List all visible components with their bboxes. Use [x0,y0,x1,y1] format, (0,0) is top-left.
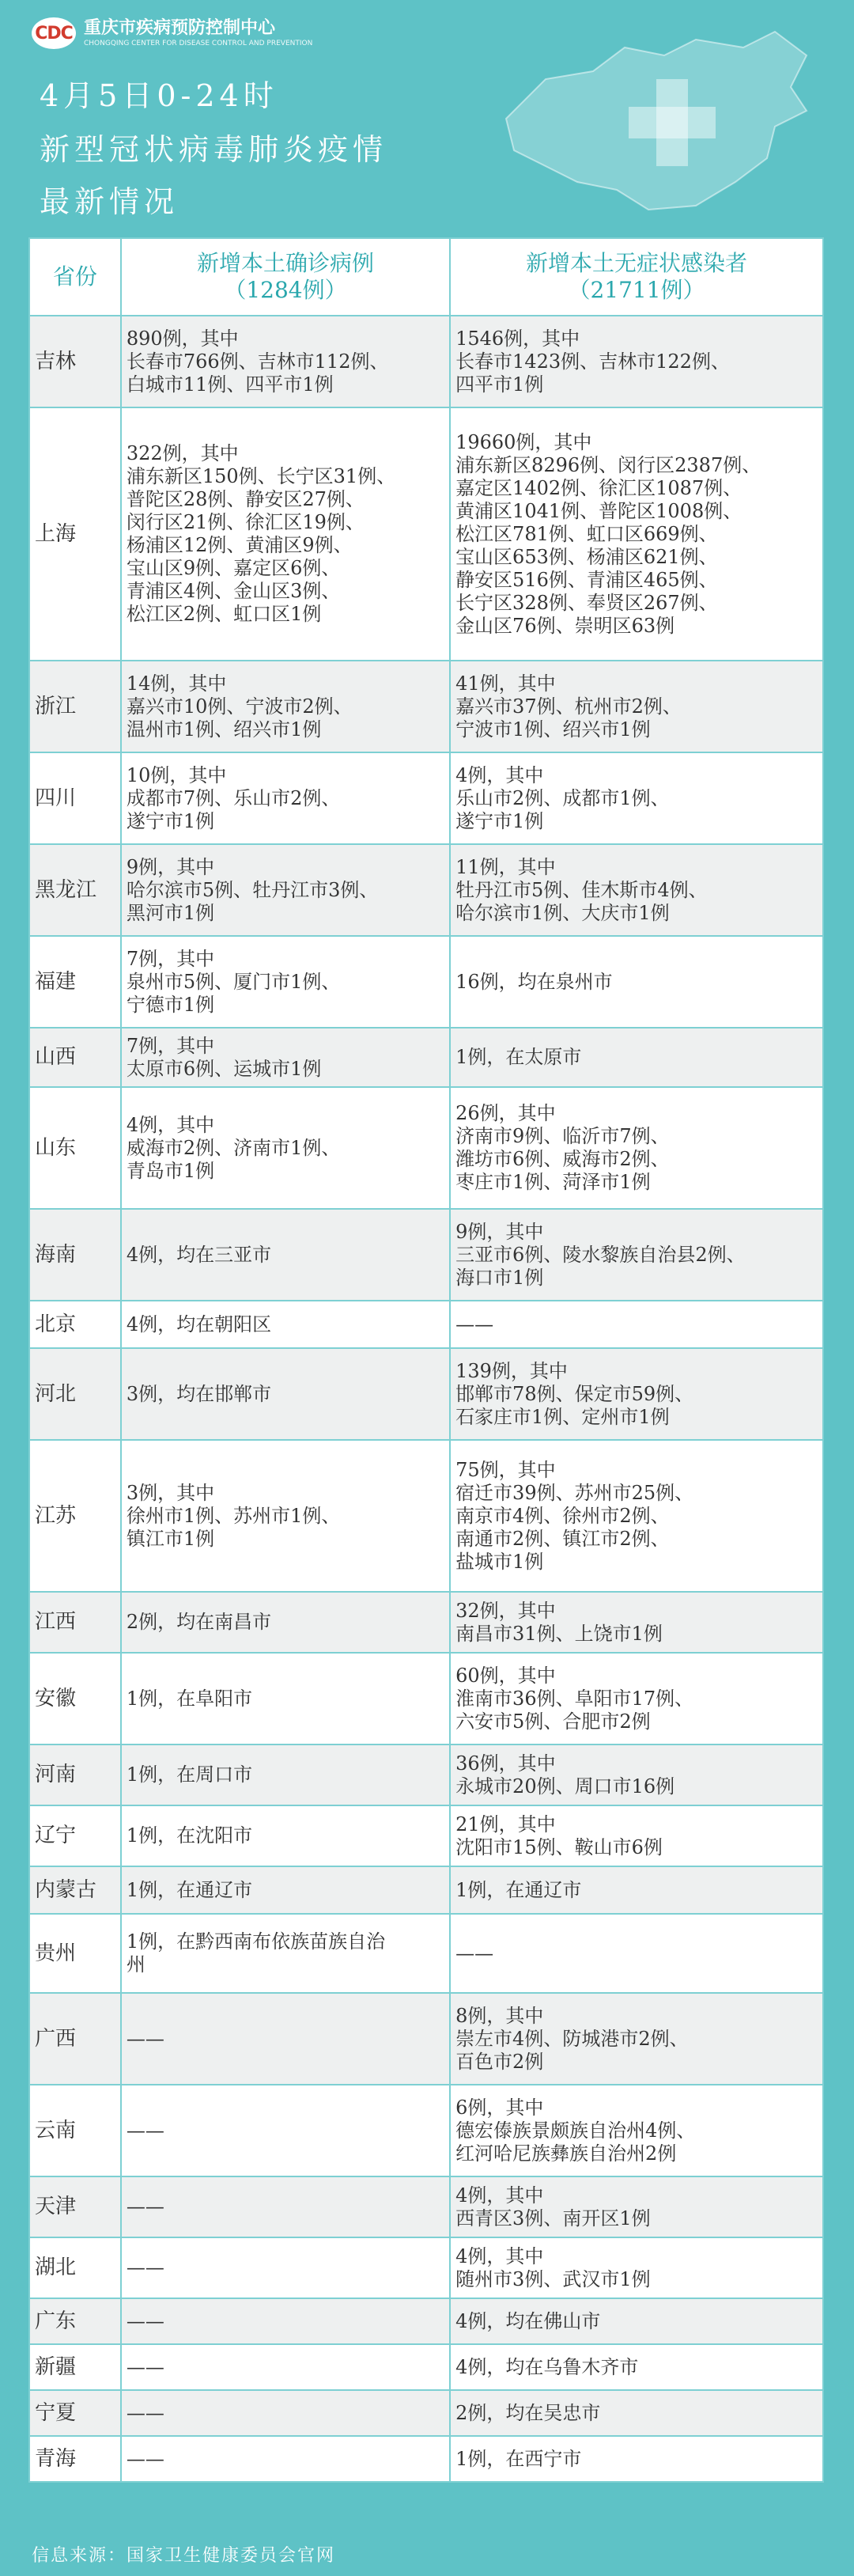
asymptomatic-line: 1例，在西宁市 [455,2447,582,2470]
asymptomatic-line: 四平市1例 [455,373,544,396]
province-cell: 云南 [29,2085,121,2176]
asymptomatic-line: 9例，其中 [455,1220,544,1243]
table-row [29,1914,823,1993]
title-main: 新型冠状病毒肺炎疫情 [40,132,388,167]
asymptomatic-cell [450,1028,823,1087]
confirmed-line: 宝山区9例、嘉定区6例、 [126,557,341,579]
confirmed-cell [121,1440,450,1592]
confirmed-line: 白城市11例、四平市1例 [126,373,334,396]
confirmed-line: 杨浦区12例、黄浦区9例、 [126,534,353,556]
asymptomatic-line: 南京市4例、徐州市2例、 [455,1504,670,1527]
confirmed-cell [121,1866,450,1914]
confirmed-line: 闵行区21例、徐汇区19例、 [126,511,365,533]
confirmed-line: 黑河市1例 [126,901,215,924]
asymptomatic-line: 75例，其中 [455,1458,556,1481]
asymptomatic-line: 4例，均在佛山市 [455,2309,601,2332]
header-province: 省份 [29,238,121,316]
table-row [29,1028,823,1087]
confirmed-line: 浦东新区150例、长宁区31例、 [126,465,396,487]
confirmed-line: 4例，其中 [126,1113,215,1136]
province-cell: 吉林 [29,316,121,407]
asymptomatic-line: 六安市5例、合肥市2例 [455,1710,651,1733]
confirmed-cell [121,316,450,407]
province-cell: 辽宁 [29,1805,121,1866]
confirmed-cell [121,1744,450,1805]
table-row [29,2237,823,2298]
header-asymptomatic-total: （21711例） [568,277,705,303]
asymptomatic-cell [450,1805,823,1866]
confirmed-cell [121,1805,450,1866]
table-row [29,1805,823,1866]
table-row [29,1348,823,1440]
confirmed-line: 威海市2例、济南市1例、 [126,1136,341,1159]
asymptomatic-cell [450,316,823,407]
asymptomatic-cell [450,1087,823,1209]
table-row [29,1866,823,1914]
asymptomatic-line: 1例，在太原市 [455,1046,582,1068]
confirmed-cell [121,661,450,752]
table-row [29,2436,823,2482]
asymptomatic-line: 济南市9例、临沂市7例、 [455,1125,670,1147]
china-map-icon [459,24,830,222]
confirmed-line: 哈尔滨市5例、牡丹江市3例、 [126,878,379,901]
table-row [29,316,823,407]
confirmed-line: 遂宁市1例 [126,809,215,832]
confirmed-cell [121,844,450,936]
confirmed-line: 嘉兴市10例、宁波市2例、 [126,695,353,718]
confirmed-line: 1例，在沈阳市 [126,1824,253,1847]
asymptomatic-cell [450,661,823,752]
org-name-cn: 重庆市疾病预防控制中心 [84,18,276,38]
asymptomatic-cell [450,2436,823,2482]
asymptomatic-line: 嘉定区1402例、徐汇区1087例、 [455,476,743,499]
confirmed-line: 1例，在阜阳市 [126,1687,253,1710]
province-cell: 四川 [29,752,121,844]
asymptomatic-cell [450,844,823,936]
confirmed-cell [121,1348,450,1440]
table-row [29,1592,823,1653]
confirmed-line: —— [126,2447,164,2470]
confirmed-line: 890例，其中 [126,327,239,350]
asymptomatic-line: 长春市1423例、吉林市122例、 [455,350,730,373]
confirmed-line: 松江区2例、虹口区1例 [126,603,322,625]
confirmed-line: 10例，其中 [126,763,227,786]
province-cell: 新疆 [29,2344,121,2390]
table-row [29,2344,823,2390]
province-cell: 湖北 [29,2237,121,2298]
province-cell: 内蒙古 [29,1866,121,1914]
table-row [29,1993,823,2085]
asymptomatic-line: 乐山市2例、成都市1例、 [455,786,670,809]
asymptomatic-line: 永城市20例、周口市16例 [455,1775,675,1798]
asymptomatic-cell [450,1348,823,1440]
confirmed-cell [121,1028,450,1087]
confirmed-cell [121,1914,450,1993]
confirmed-line: —— [126,2355,164,2378]
title-date: 4月5日0-24时 [40,78,278,113]
confirmed-line: 1例，在通辽市 [126,1878,253,1901]
table-row [29,1653,823,1744]
confirmed-line: 州 [126,1953,145,1976]
confirmed-line: 3例，均在邯郸市 [126,1382,272,1405]
province-cell: 河南 [29,1744,121,1805]
confirmed-line: 2例，均在南昌市 [126,1611,272,1633]
asymptomatic-cell [450,1993,823,2085]
org-name-en: CHONGQING CENTER FOR DISEASE CONTROL AND PREVENTION [84,40,313,47]
asymptomatic-cell [450,936,823,1028]
asymptomatic-line: 4例，其中 [455,763,544,786]
confirmed-line: 温州市1例、绍兴市1例 [126,718,322,741]
asymptomatic-line: 随州市3例、武汉市1例 [455,2267,651,2290]
asymptomatic-line: 宝山区653例、杨浦区621例、 [455,545,718,568]
asymptomatic-line: 11例，其中 [455,855,556,878]
asymptomatic-line: 潍坊市6例、威海市2例、 [455,1148,670,1170]
asymptomatic-cell [450,1301,823,1348]
table-row [29,1209,823,1301]
province-cell: 宁夏 [29,2390,121,2436]
confirmed-cell [121,2390,450,2436]
province-cell: 山西 [29,1028,121,1087]
source-note: 信息来源：国家卫生健康委员会官网 [32,2546,336,2566]
asymptomatic-line: 21例，其中 [455,1813,556,1835]
province-cell: 青海 [29,2436,121,2482]
asymptomatic-cell [450,1653,823,1744]
confirmed-cell [121,1209,450,1301]
asymptomatic-line: 16例，均在泉州市 [455,970,613,993]
confirmed-line: 3例，其中 [126,1481,215,1504]
asymptomatic-line: 宁波市1例、绍兴市1例 [455,718,651,741]
header [0,0,854,237]
asymptomatic-line: 嘉兴市37例、杭州市2例、 [455,695,682,718]
asymptomatic-line: 1例，在通辽市 [455,1878,582,1901]
confirmed-line: —— [126,2027,164,2050]
table-row [29,661,823,752]
table-row [29,752,823,844]
table-row [29,2085,823,2176]
asymptomatic-line: 松江区781例、虹口区669例、 [455,522,718,545]
asymptomatic-cell [450,2237,823,2298]
province-cell: 福建 [29,936,121,1028]
confirmed-line: 青浦区4例、金山区3例、 [126,580,341,602]
asymptomatic-line: 浦东新区8296例、闵行区2387例、 [455,453,761,476]
province-cell: 广西 [29,1993,121,2085]
table-row [29,1087,823,1209]
asymptomatic-cell [450,1592,823,1653]
confirmed-line: 9例，其中 [126,855,215,878]
asymptomatic-line: —— [455,1941,494,1964]
confirmed-line: 镇江市1例 [126,1527,215,1550]
province-cell: 江苏 [29,1440,121,1592]
province-cell: 浙江 [29,661,121,752]
asymptomatic-line: 32例，其中 [455,1599,556,1622]
confirmed-cell [121,2344,450,2390]
confirmed-cell [121,2436,450,2482]
confirmed-line: —— [126,2195,164,2218]
asymptomatic-line: 德宏傣族景颇族自治州4例、 [455,2119,696,2142]
confirmed-line: 7例，其中 [126,947,215,970]
cdc-logo-icon: CDC [32,17,76,49]
asymptomatic-line: 南通市2例、镇江市2例、 [455,1527,670,1550]
epidemic-table [28,237,824,2483]
confirmed-line: 青岛市1例 [126,1159,215,1182]
asymptomatic-line: 139例，其中 [455,1359,568,1382]
header-confirmed [121,238,450,316]
asymptomatic-line: 60例，其中 [455,1664,556,1687]
asymptomatic-line: 石家庄市1例、定州市1例 [455,1405,670,1428]
asymptomatic-line: 4例，其中 [455,2245,544,2267]
confirmed-cell [121,1592,450,1653]
confirmed-line: 泉州市5例、厦门市1例、 [126,970,341,993]
confirmed-cell [121,936,450,1028]
asymptomatic-line: 4例，其中 [455,2184,544,2207]
confirmed-cell [121,2085,450,2176]
asymptomatic-line: 崇左市4例、防城港市2例、 [455,2027,689,2050]
confirmed-line: 成都市7例、乐山市2例、 [126,786,341,809]
confirmed-line: 7例，其中 [126,1034,215,1057]
table-row [29,1744,823,1805]
confirmed-line: 太原市6例、运城市1例 [126,1057,322,1080]
confirmed-line: 4例，均在三亚市 [126,1243,272,1266]
header-asymptomatic-title: 新增本土无症状感染者 [526,250,748,276]
header-confirmed-total: （1284例） [224,277,347,303]
confirmed-line: —— [126,2256,164,2279]
asymptomatic-line: 红河哈尼族彝族自治州2例 [455,2142,677,2165]
confirmed-cell [121,2237,450,2298]
asymptomatic-line: 41例，其中 [455,672,556,695]
asymptomatic-cell [450,2390,823,2436]
confirmed-cell [121,2176,450,2237]
org-logo [32,17,312,49]
asymptomatic-line: 牡丹江市5例、佳木斯市4例、 [455,878,708,901]
table-row [29,1440,823,1592]
asymptomatic-cell [450,1209,823,1301]
province-cell: 贵州 [29,1914,121,1993]
table-row [29,936,823,1028]
asymptomatic-cell [450,407,823,661]
asymptomatic-line: 黄浦区1041例、普陀区1008例、 [455,499,743,522]
province-cell: 黑龙江 [29,844,121,936]
confirmed-line: 4例，均在朝阳区 [126,1313,272,1335]
confirmed-line: —— [126,2401,164,2424]
province-cell: 北京 [29,1301,121,1348]
asymptomatic-cell [450,1744,823,1805]
asymptomatic-line: 沈阳市15例、鞍山市6例 [455,1835,663,1858]
title-sub: 最新情况 [40,184,179,219]
province-cell: 广东 [29,2298,121,2344]
asymptomatic-cell [450,1866,823,1914]
asymptomatic-line: 26例，其中 [455,1102,556,1124]
header-asymptomatic [450,238,823,316]
confirmed-line: 322例，其中 [126,442,239,464]
asymptomatic-cell [450,2344,823,2390]
asymptomatic-line: —— [455,1313,494,1335]
asymptomatic-line: 哈尔滨市1例、大庆市1例 [455,901,670,924]
confirmed-line: —— [126,2309,164,2332]
asymptomatic-line: 三亚市6例、陵水黎族自治县2例、 [455,1243,746,1266]
table-header-row [29,238,823,316]
asymptomatic-cell [450,2085,823,2176]
asymptomatic-line: 36例，其中 [455,1752,556,1775]
confirmed-line: —— [126,2119,164,2142]
asymptomatic-line: 邯郸市78例、保定市59例、 [455,1382,694,1405]
asymptomatic-line: 宿迁市39例、苏州市25例、 [455,1481,694,1504]
asymptomatic-line: 1546例，其中 [455,327,580,350]
confirmed-line: 宁德市1例 [126,993,215,1016]
asymptomatic-line: 西青区3例、南开区1例 [455,2207,651,2229]
province-cell: 海南 [29,1209,121,1301]
province-cell: 上海 [29,407,121,661]
province-cell: 天津 [29,2176,121,2237]
confirmed-line: 长春市766例、吉林市112例、 [126,350,389,373]
province-cell: 山东 [29,1087,121,1209]
asymptomatic-cell [450,2298,823,2344]
confirmed-cell [121,1653,450,1744]
table-row [29,844,823,936]
asymptomatic-line: 静安区516例、青浦区465例、 [455,568,718,591]
confirmed-line: 1例，在黔西南布依族苗族自治 [126,1930,386,1953]
asymptomatic-line: 淮南市36例、阜阳市17例、 [455,1687,694,1710]
header-confirmed-title: 新增本土确诊病例 [196,250,374,276]
confirmed-cell [121,1301,450,1348]
asymptomatic-line: 盐城市1例 [455,1550,544,1573]
confirmed-cell [121,1087,450,1209]
table-row [29,2390,823,2436]
asymptomatic-line: 遂宁市1例 [455,809,544,832]
confirmed-cell [121,407,450,661]
asymptomatic-cell [450,752,823,844]
asymptomatic-line: 19660例，其中 [455,430,592,453]
asymptomatic-line: 4例，均在乌鲁木齐市 [455,2355,639,2378]
asymptomatic-line: 南昌市31例、上饶市1例 [455,1622,663,1645]
asymptomatic-line: 6例，其中 [455,2096,544,2119]
asymptomatic-line: 2例，均在吴忠市 [455,2401,601,2424]
asymptomatic-line: 海口市1例 [455,1266,544,1289]
asymptomatic-line: 金山区76例、崇明区63例 [455,614,675,637]
asymptomatic-line: 8例，其中 [455,2004,544,2027]
asymptomatic-cell [450,2176,823,2237]
table-row [29,407,823,661]
asymptomatic-line: 长宁区328例、奉贤区267例、 [455,591,718,614]
confirmed-line: 普陀区28例、静安区27例、 [126,488,365,510]
table-row [29,2298,823,2344]
confirmed-line: 1例，在周口市 [126,1763,253,1786]
asymptomatic-cell [450,1914,823,1993]
confirmed-line: 14例，其中 [126,672,227,695]
province-cell: 安徽 [29,1653,121,1744]
asymptomatic-line: 枣庄市1例、菏泽市1例 [455,1171,651,1193]
asymptomatic-cell [450,1440,823,1592]
confirmed-cell [121,1993,450,2085]
confirmed-line: 徐州市1例、苏州市1例、 [126,1504,341,1527]
asymptomatic-line: 百色市2例 [455,2050,544,2073]
table-row [29,1301,823,1348]
province-cell: 河北 [29,1348,121,1440]
confirmed-cell [121,752,450,844]
province-cell: 江西 [29,1592,121,1653]
table-row [29,2176,823,2237]
confirmed-cell [121,2298,450,2344]
